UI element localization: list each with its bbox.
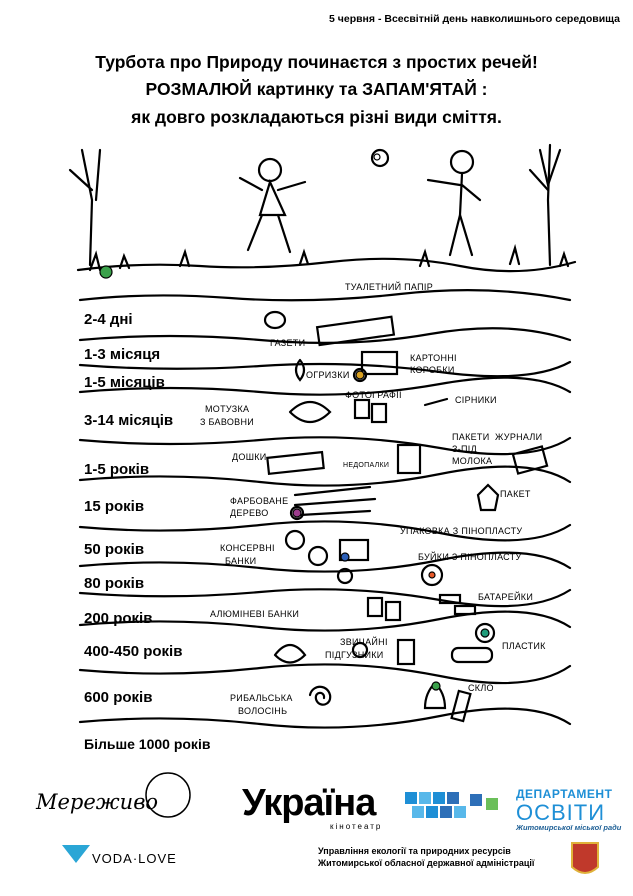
period-1-3-months: 1-3 місяця (84, 346, 161, 363)
label-milk-packs-1: ПАКЕТИ (452, 432, 490, 442)
title-line-3: як довго розкладаються різні види сміття. (131, 107, 502, 127)
period-1-5-years: 1-5 років (84, 461, 150, 478)
title-line-2: РОЗМАЛЮЙ картинку та ЗАПАМ'ЯТАЙ : (145, 79, 488, 99)
label-matches: СІРНИКИ (455, 395, 497, 405)
label-butts: НЕДОПАЛКИ (343, 462, 390, 469)
period-15-years: 15 років (84, 498, 145, 515)
label-photos: ФОТОГРАФІЇ (345, 390, 402, 400)
education-dept-line-1: ДЕПАРТАМЕНТ (516, 787, 613, 801)
label-fishing-line-2: ВОЛОСІНЬ (238, 706, 288, 716)
label-cardboard-1: КАРТОННІ (410, 353, 457, 363)
period-2-4-days: 2-4 дні (84, 311, 133, 328)
label-magazines: ЖУРНАЛИ (495, 432, 543, 442)
label-foam-buoys: БУЙКИ З ПІНОПЛАСТУ (418, 552, 522, 562)
ecology-mgmt-line-2: Житомирської обласної державної адміністрації (318, 858, 535, 868)
label-newspapers: ГАЗЕТИ (270, 338, 306, 348)
period-600-years: 600 років (84, 689, 153, 706)
title-line-1: Турбота про Природу починаєтся з простих речей! (95, 52, 538, 72)
label-foam-pack: УПАКОВКА З ПІНОПЛАСТУ (400, 526, 523, 536)
period-50-years: 50 років (84, 541, 145, 558)
label-batteries: БАТАРЕЙКИ (478, 592, 534, 602)
label-cans-1: КОНСЕРВНІ (220, 543, 275, 553)
period-3-14-months: 3-14 місяців (84, 412, 174, 429)
label-milk-packs-2: З-ПІД (452, 444, 477, 454)
education-dept-line-2: ОСВІТИ (516, 800, 606, 825)
period-over-1000-years: Більше 1000 років (84, 736, 211, 752)
label-bag: ПАКЕТ (500, 489, 531, 499)
label-rope-1: МОТУЗКА (205, 404, 250, 414)
label-diapers-2: ПІДГУЗНИКИ (325, 650, 384, 660)
label-painted-wood-1: ФАРБОВАНЕ (230, 496, 289, 506)
voda-love-logo: VODA·LOVE (92, 851, 177, 866)
label-fishing-line-1: РИБАЛЬСЬКА (230, 693, 293, 703)
event-date-line: 5 червня - Всесвітній день навколишнього середовища (329, 13, 620, 25)
label-milk-packs-3: МОЛОКА (452, 456, 493, 466)
kinoteatr-caption: кінотеатр (330, 822, 383, 831)
period-1-5-months: 1-5 місяців (84, 374, 165, 391)
label-glass: СКЛО (468, 683, 494, 693)
education-dept-line-3: Житомирської міської ради (516, 823, 622, 832)
period-200-years: 200 років (84, 610, 153, 627)
label-toilet-paper: ТУАЛЕТНИЙ ПАПІР (345, 282, 434, 292)
merezhyvo-logo: Мереживо (36, 790, 159, 814)
period-80-years: 80 років (84, 575, 145, 592)
ecology-mgmt-line-1: Управління екології та природних ресурсів (318, 846, 511, 856)
label-cores: ОГРИЗКИ (306, 370, 350, 380)
label-boards: ДОШКИ (232, 452, 267, 462)
label-alu-cans: АЛЮМІНЕВІ БАНКИ (210, 609, 300, 619)
label-diapers-1: ЗВИЧАЙНІ (340, 637, 388, 647)
ukraina-cinema-logo: Україна (242, 782, 376, 824)
label-painted-wood-2: ДЕРЕВО (230, 508, 269, 518)
period-400-450-years: 400-450 років (84, 643, 183, 660)
label-cans-2: БАНКИ (225, 556, 257, 566)
label-rope-2: З БАВОВНИ (200, 417, 255, 427)
label-plastic: ПЛАСТИК (502, 641, 546, 651)
label-cardboard-2: КОРОБКИ (410, 365, 455, 375)
